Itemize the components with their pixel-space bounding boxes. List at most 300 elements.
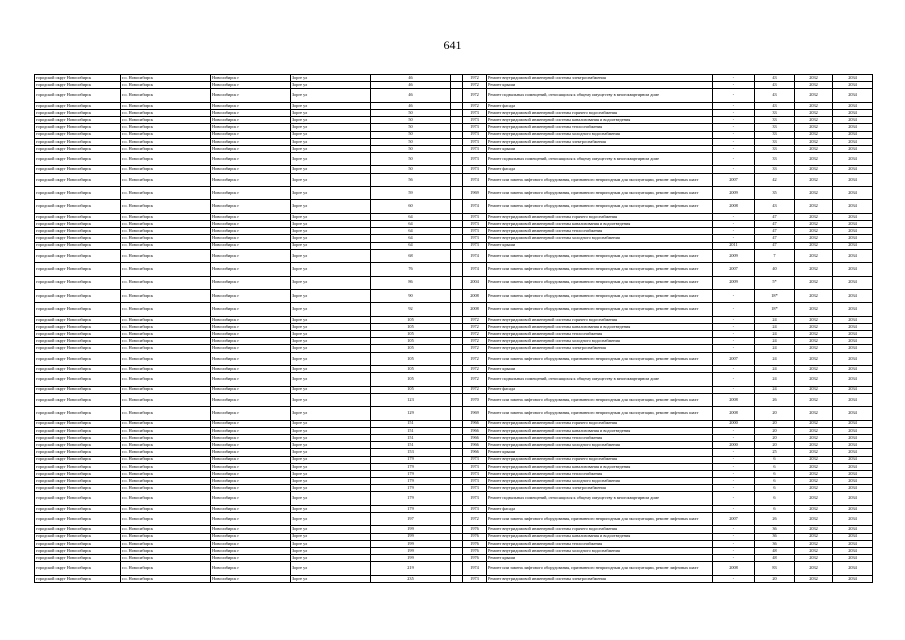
district-cell: городской округ Новосибирск [35,575,121,582]
district-cell: городской округ Новосибирск [35,200,121,213]
empty-cell [451,373,463,386]
plan-start-cell: 2032 [795,562,833,575]
street-cell: Зорге ул [291,221,371,228]
house-number-cell: 105 [371,316,451,323]
house-number-cell: 151 [371,420,451,427]
plan-end-cell: 2034 [833,345,873,352]
empty-cell [451,145,463,152]
work-type-cell: Ремонт или замена лифтового оборудования, признанного непригодным для эксплуатации, ремонт лифтовых шахт [487,562,713,575]
plan-end-cell: 2034 [833,235,873,242]
build-year-cell: 1972 [463,331,487,338]
locality-cell: Новосибирск г [211,427,291,434]
city-cell: г.о. Новосибирск [121,478,211,485]
work-type-cell: Ремонт или замена лифтового оборудования, признанного непригодным для эксплуатации, ремонт лифтовых шахт [487,200,713,213]
plan-end-cell: 2034 [833,562,873,575]
locality-cell: Новосибирск г [211,166,291,173]
table-row [35,303,873,316]
work-type-cell: Ремонт внутридомовой инженерной системы горячего водоснабжения [487,213,713,220]
empty-cell [451,249,463,262]
city-cell: г.о. Новосибирск [121,463,211,470]
street-cell: Зорге ул [291,456,371,463]
wear-cell: 6 [755,463,795,470]
district-cell: городской округ Новосибирск [35,470,121,477]
street-cell: Зорге ул [291,373,371,386]
district-cell: городской округ Новосибирск [35,562,121,575]
table-row [35,478,873,485]
plan-end-cell: 2034 [833,555,873,562]
work-type-cell: Ремонт или замена лифтового оборудования, признанного непригодным для эксплуатации, ремонт лифтовых шахт [487,303,713,316]
empty-cell [451,470,463,477]
empty-cell [451,166,463,173]
street-cell: Зорге ул [291,263,371,276]
plan-start-cell: 2032 [795,420,833,427]
last-repair-year-cell: - [713,533,755,540]
street-cell: Зорге ул [291,442,371,449]
plan-start-cell: 2032 [795,434,833,441]
table-row [35,575,873,582]
last-repair-year-cell: - [713,124,755,131]
build-year-cell: 1973 [463,131,487,138]
wear-cell: 18* [755,303,795,316]
plan-start-cell: 2032 [795,153,833,166]
build-year-cell: 1976 [463,540,487,547]
district-cell: городской округ Новосибирск [35,124,121,131]
street-cell: Зорге ул [291,555,371,562]
district-cell: городской округ Новосибирск [35,89,121,102]
district-cell: городской округ Новосибирск [35,153,121,166]
wear-cell: 20 [755,434,795,441]
build-year-cell: 1973 [463,124,487,131]
street-cell: Зорге ул [291,109,371,116]
work-type-cell: Ремонт или замена лифтового оборудования, признанного непригодным для эксплуатации, ремонт лифтовых шахт [487,187,713,200]
plan-end-cell: 2034 [833,82,873,89]
table-row [35,166,873,173]
street-cell: Зорге ул [291,166,371,173]
build-year-cell: 1966 [463,434,487,441]
work-type-cell: Ремонт внутридомовой инженерной системы теплоснабжения [487,331,713,338]
work-type-cell: Ремонт внутридомовой инженерной системы горячего водоснабжения [487,420,713,427]
build-year-cell: 1973 [463,166,487,173]
locality-cell: Новосибирск г [211,323,291,330]
wear-cell: 47 [755,235,795,242]
build-year-cell: 1973 [463,463,487,470]
build-year-cell: 1972 [463,513,487,526]
plan-end-cell: 2034 [833,485,873,492]
build-year-cell: 1976 [463,548,487,555]
build-year-cell: 1973 [463,470,487,477]
wear-cell: 36 [755,526,795,533]
city-cell: г.о. Новосибирск [121,242,211,249]
plan-start-cell: 2032 [795,316,833,323]
last-repair-year-cell: - [713,153,755,166]
plan-end-cell: 2034 [833,75,873,82]
last-repair-year-cell: - [713,526,755,533]
street-cell: Зорге ул [291,138,371,145]
street-cell: Зорге ул [291,492,371,505]
table-row [35,533,873,540]
plan-end-cell: 2034 [833,102,873,109]
empty-cell [451,331,463,338]
wear-cell: 24 [755,373,795,386]
table-row [35,187,873,200]
plan-start-cell: 2032 [795,470,833,477]
district-cell: городской округ Новосибирск [35,533,121,540]
work-type-cell: Ремонт внутридомовой инженерной системы горячего водоснабжения [487,316,713,323]
table-row [35,393,873,406]
wear-cell: 47 [755,213,795,220]
wear-cell: 6 [755,478,795,485]
build-year-cell: 1972 [463,366,487,373]
plan-end-cell: 2034 [833,303,873,316]
street-cell: Зорге ул [291,386,371,393]
house-number-cell: 56 [371,173,451,186]
table-row [35,407,873,420]
locality-cell: Новосибирск г [211,478,291,485]
last-repair-year-cell: - [713,331,755,338]
table-row [35,263,873,276]
plan-end-cell: 2034 [833,366,873,373]
last-repair-year-cell: - [713,427,755,434]
plan-end-cell: 2034 [833,386,873,393]
locality-cell: Новосибирск г [211,393,291,406]
house-number-cell: 179 [371,463,451,470]
plan-start-cell: 2032 [795,124,833,131]
last-repair-year-cell: - [713,456,755,463]
build-year-cell: 1969 [463,187,487,200]
city-cell: г.о. Новосибирск [121,117,211,124]
wear-cell: 47 [755,228,795,235]
empty-cell [451,242,463,249]
build-year-cell: 1973 [463,153,487,166]
build-year-cell: 1972 [463,82,487,89]
work-type-cell: Ремонт внутридомовой инженерной системы теплоснабжения [487,434,713,441]
work-type-cell: Ремонт внутридомовой инженерной системы холодного водоснабжения [487,442,713,449]
plan-start-cell: 2032 [795,138,833,145]
plan-start-cell: 2032 [795,249,833,262]
city-cell: г.о. Новосибирск [121,131,211,138]
build-year-cell: 1972 [463,386,487,393]
city-cell: г.о. Новосибирск [121,173,211,186]
plan-end-cell: 2034 [833,316,873,323]
work-type-cell: Ремонт или замена лифтового оборудования, признанного непригодным для эксплуатации, ремонт лифтовых шахт [487,513,713,526]
wear-cell: 43 [755,89,795,102]
plan-start-cell: 2032 [795,478,833,485]
house-number-cell: 105 [371,352,451,365]
city-cell: г.о. Новосибирск [121,338,211,345]
empty-cell [451,420,463,427]
build-year-cell: 1974 [463,173,487,186]
plan-start-cell: 2032 [795,373,833,386]
district-cell: городской округ Новосибирск [35,117,121,124]
street-cell: Зорге ул [291,316,371,323]
empty-cell [451,407,463,420]
build-year-cell: 1966 [463,420,487,427]
build-year-cell: 1972 [463,323,487,330]
build-year-cell: 2008 [463,289,487,302]
house-number-cell: 59 [371,187,451,200]
table-row [35,173,873,186]
plan-start-cell: 2032 [795,456,833,463]
city-cell: г.о. Новосибирск [121,513,211,526]
locality-cell: Новосибирск г [211,540,291,547]
empty-cell [451,456,463,463]
street-cell: Зорге ул [291,242,371,249]
city-cell: г.о. Новосибирск [121,316,211,323]
work-type-cell: Ремонт подвальных помещений, относящихся к общему имуществу в многоквартирном доме [487,153,713,166]
city-cell: г.о. Новосибирск [121,200,211,213]
empty-cell [451,131,463,138]
district-cell: городской округ Новосибирск [35,109,121,116]
build-year-cell: 1976 [463,533,487,540]
last-repair-year-cell: - [713,82,755,89]
plan-start-cell: 2032 [795,463,833,470]
plan-start-cell: 2032 [795,575,833,582]
house-number-cell: 76 [371,263,451,276]
house-number-cell: 179 [371,456,451,463]
district-cell: городской округ Новосибирск [35,513,121,526]
last-repair-year-cell: - [713,213,755,220]
wear-cell: 6 [755,470,795,477]
plan-start-cell: 2032 [795,235,833,242]
last-repair-year-cell: - [713,138,755,145]
city-cell: г.о. Новосибирск [121,249,211,262]
build-year-cell: 2004 [463,276,487,289]
district-cell: городской округ Новосибирск [35,449,121,456]
last-repair-year-cell: - [713,470,755,477]
empty-cell [451,463,463,470]
city-cell: г.о. Новосибирск [121,75,211,82]
wear-cell: 5* [755,276,795,289]
city-cell: г.о. Новосибирск [121,420,211,427]
locality-cell: Новосибирск г [211,352,291,365]
plan-end-cell: 2034 [833,456,873,463]
street-cell: Зорге ул [291,102,371,109]
district-cell: городской округ Новосибирск [35,173,121,186]
table-row [35,492,873,505]
plan-start-cell: 2032 [795,89,833,102]
table-row [35,82,873,89]
plan-start-cell: 2032 [795,449,833,456]
table-row [35,513,873,526]
plan-start-cell: 2032 [795,228,833,235]
house-number-cell: 64 [371,213,451,220]
street-cell: Зорге ул [291,338,371,345]
wear-cell: 33 [755,138,795,145]
wear-cell: 24 [755,323,795,330]
work-type-cell: Ремонт внутридомовой инженерной системы горячего водоснабжения [487,109,713,116]
plan-end-cell: 2034 [833,228,873,235]
plan-start-cell: 2032 [795,338,833,345]
house-number-cell: 123 [371,393,451,406]
district-cell: городской округ Новосибирск [35,338,121,345]
district-cell: городской округ Новосибирск [35,442,121,449]
plan-end-cell: 2034 [833,263,873,276]
city-cell: г.о. Новосибирск [121,456,211,463]
locality-cell: Новосибирск г [211,526,291,533]
work-type-cell: Ремонт внутридомовой инженерной системы теплоснабжения [487,228,713,235]
house-number-cell: 64 [371,221,451,228]
build-year-cell: 1973 [463,117,487,124]
work-type-cell: Ремонт внутридомовой инженерной системы холодного водоснабжения [487,478,713,485]
empty-cell [451,427,463,434]
last-repair-year-cell: - [713,221,755,228]
table-row [35,352,873,365]
wear-cell: 26 [755,393,795,406]
plan-start-cell: 2032 [795,242,833,249]
empty-cell [451,173,463,186]
street-cell: Зорге ул [291,276,371,289]
district-cell: городской округ Новосибирск [35,323,121,330]
wear-cell: 24 [755,352,795,365]
empty-cell [451,187,463,200]
city-cell: г.о. Новосибирск [121,303,211,316]
table-row [35,242,873,249]
plan-end-cell: 2034 [833,478,873,485]
table-row [35,131,873,138]
table-row [35,289,873,302]
work-type-cell: Ремонт крыши [487,82,713,89]
locality-cell: Новосибирск г [211,117,291,124]
empty-cell [451,562,463,575]
plan-end-cell: 2034 [833,427,873,434]
build-year-cell: 1973 [463,235,487,242]
empty-cell [451,449,463,456]
locality-cell: Новосибирск г [211,249,291,262]
house-number-cell: 199 [371,555,451,562]
plan-end-cell: 2034 [833,513,873,526]
plan-end-cell: 2034 [833,393,873,406]
locality-cell: Новосибирск г [211,456,291,463]
street-cell: Зорге ул [291,131,371,138]
plan-start-cell: 2032 [795,492,833,505]
city-cell: г.о. Новосибирск [121,470,211,477]
district-cell: городской округ Новосибирск [35,166,121,173]
empty-cell [451,513,463,526]
street-cell: Зорге ул [291,89,371,102]
empty-cell [451,89,463,102]
city-cell: г.о. Новосибирск [121,82,211,89]
street-cell: Зорге ул [291,485,371,492]
table-row [35,145,873,152]
wear-cell: 20 [755,427,795,434]
city-cell: г.о. Новосибирск [121,235,211,242]
street-cell: Зорге ул [291,345,371,352]
work-type-cell: Ремонт крыши [487,366,713,373]
empty-cell [451,442,463,449]
plan-end-cell: 2034 [833,434,873,441]
wear-cell: 33 [755,124,795,131]
last-repair-year-cell: - [713,366,755,373]
last-repair-year-cell: - [713,323,755,330]
table-row [35,434,873,441]
last-repair-year-cell: - [713,478,755,485]
plan-start-cell: 2032 [795,442,833,449]
last-repair-year-cell: - [713,505,755,512]
plan-end-cell: 2034 [833,338,873,345]
table-row [35,526,873,533]
street-cell: Зорге ул [291,434,371,441]
last-repair-year-cell: - [713,449,755,456]
empty-cell [451,109,463,116]
city-cell: г.о. Новосибирск [121,228,211,235]
last-repair-year-cell: - [713,316,755,323]
city-cell: г.о. Новосибирск [121,485,211,492]
house-number-cell: 179 [371,485,451,492]
district-cell: городской округ Новосибирск [35,228,121,235]
last-repair-year-cell: - [713,575,755,582]
house-number-cell: 46 [371,89,451,102]
last-repair-year-cell: - [713,289,755,302]
city-cell: г.о. Новосибирск [121,145,211,152]
house-number-cell: 50 [371,166,451,173]
district-cell: городской округ Новосибирск [35,373,121,386]
city-cell: г.о. Новосибирск [121,505,211,512]
plan-end-cell: 2034 [833,187,873,200]
locality-cell: Новосибирск г [211,213,291,220]
city-cell: г.о. Новосибирск [121,393,211,406]
plan-end-cell: 2034 [833,407,873,420]
table-row [35,366,873,373]
city-cell: г.о. Новосибирск [121,153,211,166]
table-row [35,109,873,116]
plan-start-cell: 2032 [795,533,833,540]
last-repair-year-cell: - [713,373,755,386]
street-cell: Зорге ул [291,289,371,302]
street-cell: Зорге ул [291,82,371,89]
work-type-cell: Ремонт внутридомовой инженерной системы канализования и водоотведения [487,427,713,434]
work-type-cell: Ремонт внутридомовой инженерной системы электроснабжения [487,575,713,582]
wear-cell: 35 [755,187,795,200]
locality-cell: Новосибирск г [211,470,291,477]
table-row [35,316,873,323]
last-repair-year-cell: - [713,117,755,124]
locality-cell: Новосибирск г [211,228,291,235]
district-cell: городской округ Новосибирск [35,82,121,89]
house-number-cell: 179 [371,470,451,477]
table-row [35,331,873,338]
build-year-cell: 1966 [463,449,487,456]
plan-start-cell: 2032 [795,366,833,373]
empty-cell [451,213,463,220]
locality-cell: Новосибирск г [211,82,291,89]
house-number-cell: 129 [371,407,451,420]
last-repair-year-cell: 2009 [713,249,755,262]
locality-cell: Новосибирск г [211,153,291,166]
house-number-cell: 46 [371,82,451,89]
district-cell: городской округ Новосибирск [35,345,121,352]
city-cell: г.о. Новосибирск [121,562,211,575]
district-cell: городской округ Новосибирск [35,249,121,262]
house-number-cell: 151 [371,427,451,434]
house-number-cell: 64 [371,228,451,235]
street-cell: Зорге ул [291,575,371,582]
street-cell: Зорге ул [291,449,371,456]
locality-cell: Новосибирск г [211,407,291,420]
work-type-cell: Ремонт или замена лифтового оборудования, признанного непригодным для эксплуатации, ремонт лифтовых шахт [487,289,713,302]
work-type-cell: Ремонт внутридомовой инженерной системы теплоснабжения [487,124,713,131]
plan-end-cell: 2034 [833,153,873,166]
wear-cell: 7 [755,249,795,262]
build-year-cell: 1973 [463,575,487,582]
house-number-cell: 199 [371,526,451,533]
work-type-cell: Ремонт внутридомовой инженерной системы канализования и водоотведения [487,221,713,228]
district-cell: городской округ Новосибирск [35,331,121,338]
empty-cell [451,575,463,582]
street-cell: Зорге ул [291,303,371,316]
table-row [35,338,873,345]
street-cell: Зорге ул [291,407,371,420]
locality-cell: Новосибирск г [211,263,291,276]
